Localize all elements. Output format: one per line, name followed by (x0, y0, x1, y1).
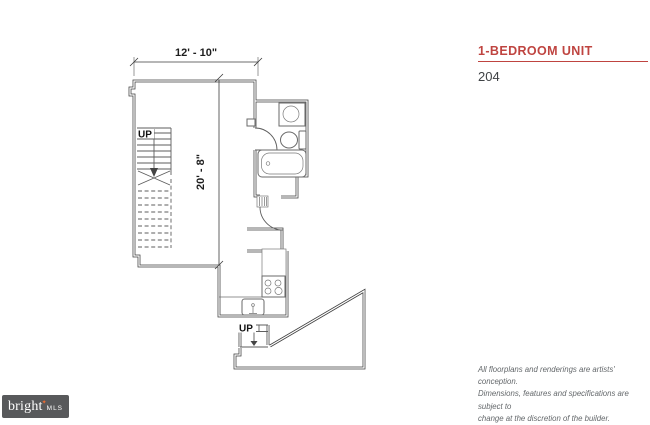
disclaimer-line-3: change at the discretion of the builder. (478, 413, 610, 423)
stove (262, 276, 285, 297)
up-label-lower: UP (239, 323, 253, 335)
shower-valve-icon (247, 119, 255, 126)
toilet (281, 131, 307, 149)
kitchen-cabinet (262, 249, 286, 276)
title-underline (478, 61, 648, 62)
up-label-upper: UP (138, 129, 152, 141)
entry-stair-arrow-icon (251, 341, 258, 346)
bathtub (258, 150, 306, 177)
kitchen-sink (242, 299, 264, 315)
unit-type-title: 1-BEDROOM UNIT (478, 44, 593, 58)
unit-number: 204 (478, 69, 500, 84)
disclaimer-line-2: Dimensions, features and specifications are subject to (478, 389, 629, 411)
width-dimension-label: 12' - 10" (174, 47, 218, 59)
brightmls-suffix-text: MLS (46, 405, 64, 412)
brightmls-logo (2, 395, 69, 418)
disclaimer-line-1: All floorplans and renderings are artists' conception. (478, 365, 615, 387)
height-dimension-label: 20' - 8" (195, 154, 207, 190)
entry-staircase (238, 323, 268, 348)
bathroom-vanity-sink (279, 103, 305, 126)
closet-door-arc (260, 207, 283, 230)
brightmls-star-icon: ✦ (41, 400, 47, 406)
disclaimer (478, 364, 650, 425)
kitchen (219, 249, 286, 315)
upper-staircase (137, 128, 171, 248)
stair-direction-arrow-icon (150, 168, 158, 177)
brightmls-brand-text: bright (7, 398, 43, 414)
closet-door (257, 196, 283, 230)
bathroom-door-arc (255, 128, 277, 150)
